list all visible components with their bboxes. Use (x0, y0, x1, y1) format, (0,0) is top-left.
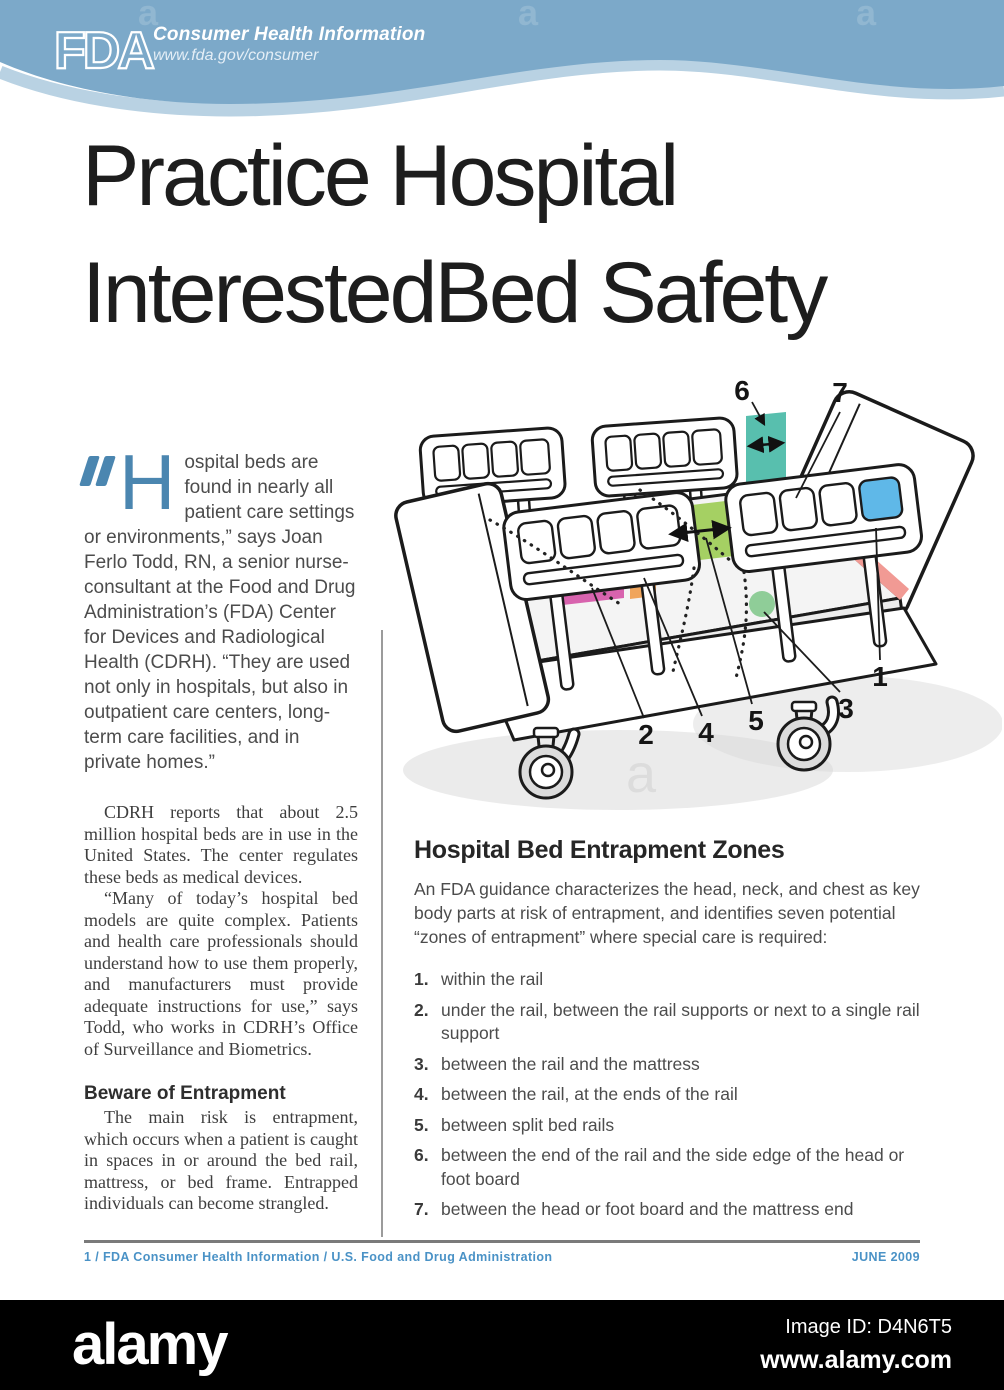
body-paragraphs (84, 802, 358, 1060)
list-item-number: 3. (414, 1053, 429, 1074)
label-zone-3: 3 (838, 693, 854, 724)
header-brand-title: Consumer Health Information (153, 24, 426, 45)
list-item (414, 1114, 922, 1138)
list-item-number: 1. (414, 969, 429, 989)
right-column (414, 836, 922, 1229)
label-zone-7: 7 (832, 377, 848, 408)
list-item-number: 5. (414, 1114, 429, 1135)
watermark-tile: a (138, 0, 159, 33)
list-item-number: 2. (414, 999, 429, 1020)
drop-cap: H (119, 438, 176, 526)
label-zone-6: 6 (734, 375, 750, 406)
page-title-line1: Practice Hospital (82, 128, 677, 224)
list-item (414, 1198, 922, 1222)
page-footer (84, 1240, 920, 1264)
zones-intro: An FDA guidance characterizes the head, neck, and chest as key body parts at risk of entrapment, and identifies seven potential “zones of entrapment” where special care is required: (414, 879, 920, 947)
alamy-image-id: Image ID: D4N6T5 (785, 1316, 952, 1338)
fda-logo: FDA (54, 22, 152, 80)
page-title: Practice Hospital InterestedBed Safety (82, 128, 826, 341)
list-item-text: within the rail (441, 969, 544, 989)
list-item (414, 968, 922, 992)
hospital-bed-diagram (388, 372, 1002, 824)
alamy-url: www.alamy.com (760, 1346, 952, 1374)
label-zone-1: 1 (872, 661, 888, 692)
list-item-text: between the end of the rail and the side edge of the head or foot board (441, 1145, 905, 1189)
list-item (414, 1053, 922, 1077)
alamy-logo: alamy (72, 1312, 227, 1377)
list-item-text: between the rail and the mattress (441, 1053, 700, 1074)
label-zone-5: 5 (748, 705, 764, 736)
footer-left-text: 1 / FDA Consumer Health Information / U.S. Food and Drug Administration (84, 1250, 553, 1264)
alamy-watermark-bar (0, 1300, 1004, 1390)
list-item-text: between the head or foot board and the mattress end (441, 1199, 854, 1219)
header-url: www.fda.gov/consumer (153, 47, 319, 64)
list-item-number: 7. (414, 1199, 429, 1219)
left-column (84, 438, 358, 1215)
label-zone-4: 4 (698, 717, 714, 748)
paragraph-cdrh-2: “Many of today’s hospital bed models are quite complex. Patients and health care professionals should understand how to use them properly, and manufacturers must provide adequate instructions for use,” says Todd, who works in CDRH’s Office of Surveillance and Biometrics. (84, 888, 358, 1059)
quote-text: ospital beds are found in nearly all patient care settings or environments,” says Joan Ferlo Todd, RN, a senior nurse-consultant at the Food and Drug Administration’s (FDA) Center for Devices and Radiological Health (CDRH). “They are used not only in hospitals, but also in outpatient care centers, long-term care facilities, and in private homes.” (84, 452, 356, 773)
list-item (414, 1083, 922, 1107)
open-quote-icon (84, 456, 111, 486)
watermark-tile: a (856, 0, 877, 33)
zones-list (414, 968, 922, 1222)
watermark-tile: a (518, 0, 539, 33)
watermark-tile: a (626, 744, 657, 804)
list-item-text: between split bed rails (441, 1114, 615, 1135)
beware-body-wrap (84, 1107, 358, 1215)
footer-date: JUNE 2009 (851, 1250, 920, 1264)
list-item-number: 6. (414, 1145, 429, 1165)
label-zone-2: 2 (638, 719, 654, 750)
zone-3-dot (749, 591, 775, 617)
beware-heading: Beware of Entrapment (84, 1083, 286, 1104)
column-divider (381, 630, 383, 1237)
list-item-text: under the rail, between the rail supports or next to a single rail support (441, 999, 920, 1043)
list-item-text: between the rail, at the ends of the rail (441, 1084, 738, 1104)
zones-heading: Hospital Bed Entrapment Zones (414, 836, 785, 864)
paragraph-cdrh-1: CDRH reports that about 2.5 million hospital beds are in use in the United States. The center regulates these beds as medical devices. (84, 802, 358, 887)
list-item-number: 4. (414, 1084, 429, 1104)
page-title-line2: Bed Safety (434, 245, 826, 341)
beware-body: The main risk is entrapment, which occurs when a patient is caught in spaces in or around the bed rail, mattress, or bed frame. Entrapped individuals can become strangled. (84, 1107, 358, 1213)
zone-1-patch (858, 477, 903, 522)
pull-quote (84, 438, 358, 775)
list-item (414, 1144, 922, 1191)
list-item (414, 999, 922, 1046)
